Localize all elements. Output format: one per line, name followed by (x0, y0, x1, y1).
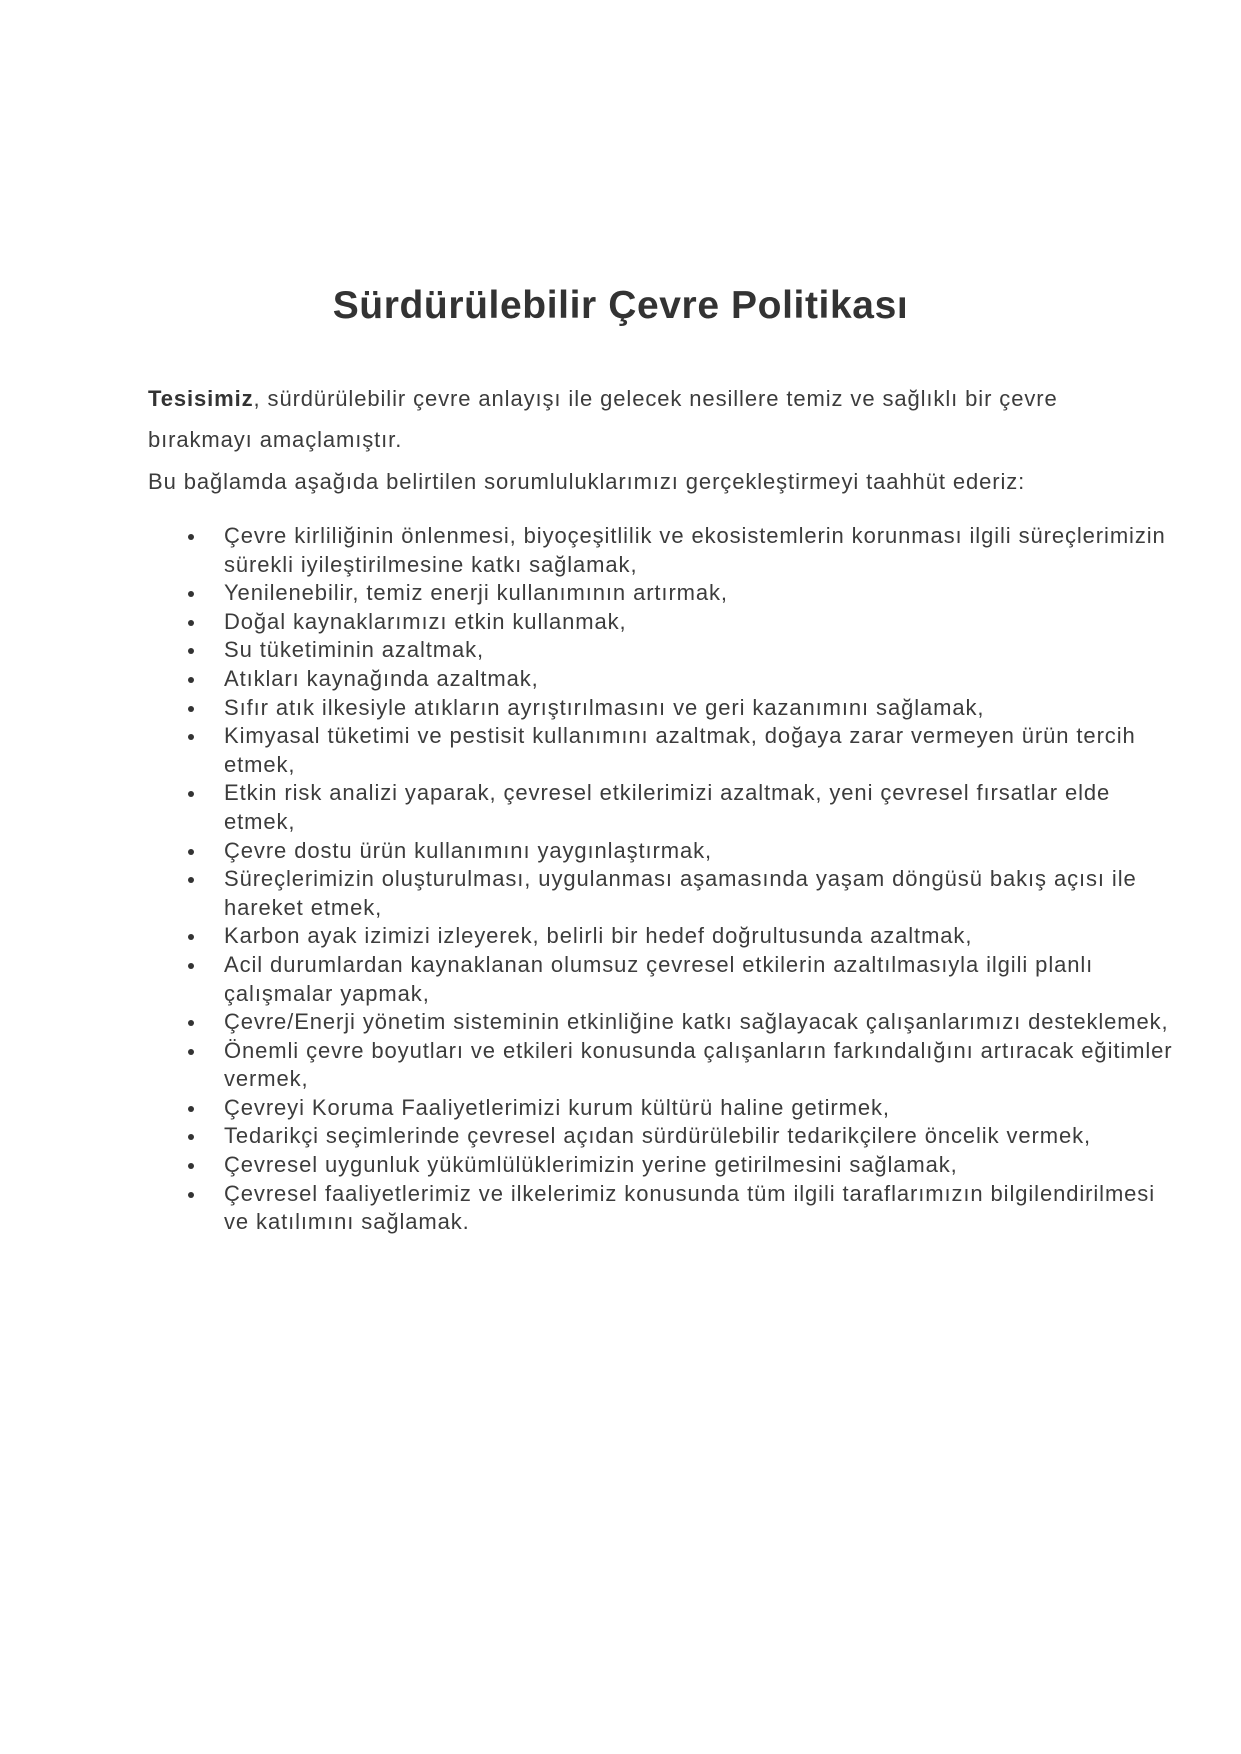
list-item-text: Çevre/Enerji yönetim sisteminin etkinliğine katkı sağlayacak çalışanlarımızı desteklemek, (224, 1009, 1169, 1035)
intro-text: , sürdürülebilir çevre anlayışı ile gelecek nesillere temiz ve sağlıklı bir çevre bırakmayı amaçlamıştır. (148, 386, 1058, 452)
list-item (182, 1008, 1182, 1037)
commitment-list (182, 522, 1182, 1237)
list-item (182, 1151, 1182, 1180)
list-item-text: Çevreyi Koruma Faaliyetlerimizi kurum kültürü haline getirmek, (224, 1094, 890, 1120)
list-item-text: Çevresel faaliyetlerimiz ve ilkelerimiz konusunda tüm ilgili taraflarımızın bilgilendirilmesi ve katılımını sağlamak. (224, 1180, 1155, 1235)
list-item-text: Karbon ayak izimizi izleyerek, belirli bir hedef doğrultusunda azaltmak, (224, 923, 973, 949)
list-item-text: Tedarikçi seçimlerinde çevresel açıdan sürdürülebilir tedarikçilere öncelik vermek, (224, 1123, 1092, 1149)
list-item (182, 636, 1182, 665)
list-item-text: Önemli çevre boyutları ve etkileri konusunda çalışanların farkındalığını artıracak eğitimler vermek, (224, 1037, 1173, 1092)
list-item (182, 1094, 1182, 1123)
list-item (182, 865, 1182, 922)
list-item (182, 608, 1182, 637)
bullet-icon (188, 534, 194, 540)
list-item-text: Çevre dostu ürün kullanımını yaygınlaştırmak, (224, 837, 713, 863)
bullet-icon (188, 1049, 194, 1055)
commitment-lead: Bu bağlamda aşağıda belirtilen sorumluluklarımızı gerçekleştirmeyi taahhüt ederiz: (148, 469, 1026, 494)
list-item-text: Kimyasal tüketimi ve pestisit kullanımını azaltmak, doğaya zarar vermeyen ürün tercih etmek, (224, 723, 1136, 777)
bullet-icon (188, 591, 194, 597)
bullet-icon (188, 620, 194, 626)
list-item (182, 922, 1182, 951)
list-item-text: Sıfır atık ilkesiyle atıkların ayrıştırılmasını ve geri kazanımını sağlamak, (224, 694, 985, 720)
bullet-icon (188, 1106, 194, 1112)
list-item-text: Çevresel uygunluk yükümlülüklerimizin yerine getirilmesini sağlamak, (224, 1152, 958, 1178)
list-item (182, 1037, 1182, 1094)
list-item-text: Süreçlerimizin oluşturulması, uygulanması aşamasında yaşam döngüsü bakış açısı ile hareket etmek, (224, 866, 1137, 920)
list-item-text: Acil durumlardan kaynaklanan olumsuz çevresel etkilerin azaltılmasıyla ilgili planlı çalışmalar yapmak, (224, 951, 1094, 1006)
bullet-icon (188, 849, 194, 855)
page-title: Sürdürülebilir Çevre Politikası (332, 284, 909, 327)
bullet-icon (188, 1192, 194, 1198)
bullet-icon (188, 791, 194, 797)
list-item-text: Su tüketiminin azaltmak, (224, 637, 485, 663)
list-item-text: Yenilenebilir, temiz enerji kullanımının artırmak, (224, 580, 728, 606)
bullet-icon (188, 877, 194, 883)
bullet-icon (188, 934, 194, 940)
list-item (182, 951, 1182, 1008)
bullet-icon (188, 734, 194, 740)
list-item-text: Etkin risk analizi yaparak, çevresel etkilerimizi azaltmak, yeni çevresel fırsatlar elde etmek, (224, 780, 1111, 834)
list-item (182, 837, 1182, 866)
bullet-icon (188, 1020, 194, 1026)
intro-paragraph (148, 378, 1168, 460)
list-item-text: Çevre kirliliğinin önlenmesi, biyoçeşitlilik ve ekosistemlerin korunması ilgili süreçlerimizin sürekli iyileştirilmesine katkı sağlamak, (224, 523, 1166, 577)
list-item (182, 665, 1182, 694)
list-item (182, 1122, 1182, 1151)
list-item-text: Atıkları kaynağında azaltmak, (224, 665, 539, 691)
bullet-icon (188, 963, 194, 969)
intro-bold-subject: Tesisimiz (148, 386, 254, 411)
list-item (182, 522, 1182, 579)
bullet-icon (188, 677, 194, 683)
bullet-icon (188, 706, 194, 712)
bullet-icon (188, 1134, 194, 1140)
list-item (182, 1180, 1182, 1237)
list-item (182, 722, 1182, 779)
list-item (182, 779, 1182, 836)
bullet-icon (188, 648, 194, 654)
list-item (182, 694, 1182, 723)
list-item-text: Doğal kaynaklarımızı etkin kullanmak, (224, 608, 627, 634)
list-item (182, 579, 1182, 608)
bullet-icon (188, 1163, 194, 1169)
